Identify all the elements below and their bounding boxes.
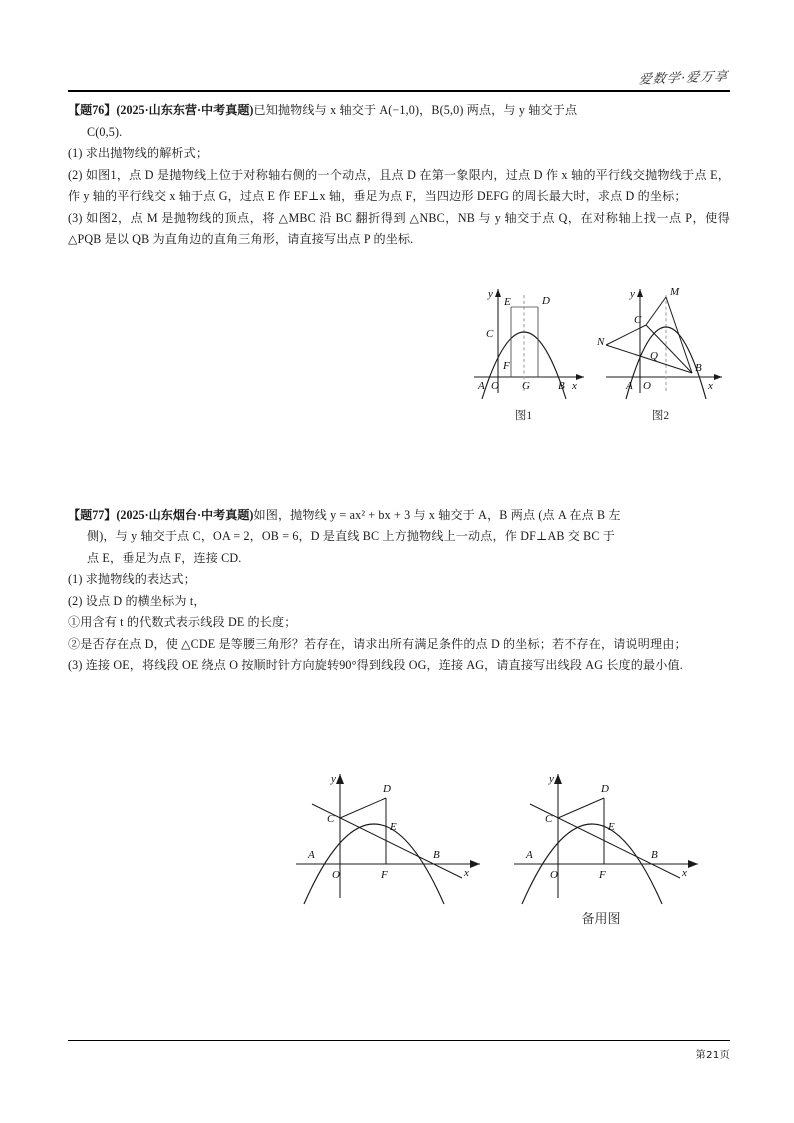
- q77-part-2a: ①用含有 t 的代数式表示线段 DE 的长度；: [68, 615, 297, 629]
- q76-fig1-label-F: F: [503, 360, 510, 372]
- q76-fig1-label-G: G: [522, 380, 530, 392]
- q77-stem-line-3: 点 E，垂足为点 F，连接 CD.: [87, 550, 242, 565]
- q77-fig1-label-E: E: [390, 821, 397, 833]
- q77-fig1-label-B: B: [433, 849, 440, 861]
- q76-fig1-label-B: B: [558, 380, 565, 392]
- q77-figure-2-graphic: [508, 766, 718, 906]
- q77-source: (2025·山东烟台·中考真题): [116, 507, 254, 522]
- q76-fig2-label-A: A: [626, 380, 633, 392]
- q77-fig1-label-F: F: [381, 869, 388, 881]
- q77-part-1: (1) 求抛物线的表达式；: [68, 572, 196, 586]
- q77-stem-line-2: 侧)，与 y 轴交于点 C，OA = 2，OB = 6，D 是直线 BC 上方抛物线上一动点，作 DF⊥AB 交 BC 于: [87, 529, 616, 543]
- q76-figure-row: [68, 283, 730, 433]
- q76-fig1-label-C: C: [486, 328, 494, 340]
- q76-figure-2-graphic: [596, 283, 741, 403]
- q77-fig2-label-x: x: [682, 867, 687, 879]
- q76-source: (2025·山东东营·中考真题): [116, 103, 254, 117]
- q76-fig2-label-B: B: [695, 362, 702, 374]
- q77-fig2-label-F: F: [599, 869, 606, 881]
- q77-fig1-label-y: y: [331, 773, 336, 785]
- q77-fig2-label-C: C: [545, 813, 553, 825]
- q77-tag: 【题77】: [68, 507, 117, 522]
- q76-fig2-label-M: M: [670, 286, 680, 298]
- q77-figure-2: [508, 766, 718, 941]
- page-header: [68, 58, 730, 92]
- q76-fig2-label-x: x: [708, 380, 713, 392]
- q77-part-2: (2) 设点 D 的横坐标为 t，: [68, 593, 206, 608]
- q76-figure-1: [466, 283, 601, 433]
- q76-part-1: (1) 求出抛物线的解析式；: [68, 146, 209, 160]
- q77-part-2b: ②是否存在点 D，使 △CDE 是等腰三角形？若存在，请求出所有满足条件的点 D 的坐标；若不存在，请说明理由；: [68, 636, 687, 651]
- q76-tag: 【题76】: [68, 103, 117, 117]
- q76-figure-2-caption: 图2: [651, 410, 670, 422]
- q77-fig1-label-x: x: [464, 867, 469, 879]
- header-divider-rule: [68, 90, 730, 92]
- q77-fig1-label-O: O: [332, 869, 340, 881]
- header-watermark: 爱数学·爱万享: [637, 69, 729, 88]
- q77-part-3: (3) 连接 OE，将线段 OE 绕点 O 按顺时针方向旋转90°得到线段 OG，连接 AG，请直接写出线段 AG 长度的最小值.: [68, 658, 683, 672]
- q76-fig1-label-O: O: [491, 380, 499, 392]
- problem-q76: [68, 100, 730, 251]
- q76-stem-text-1: 已知抛物线与 x 轴交于 A(−1,0)，B(5,0) 两点，与 y 轴交于点: [253, 103, 578, 117]
- q76-fig1-label-A: A: [478, 380, 485, 392]
- q76-fig2-label-y: y: [630, 288, 635, 300]
- q77-fig2-label-y: y: [549, 773, 554, 785]
- q77-fig2-label-O: O: [550, 869, 558, 881]
- q77-stem-text-1: 如图，抛物线 y = ax² + bx + 3 与 x 轴交于 A，B 两点 (点 A 在点 B 左: [253, 507, 621, 522]
- q76-fig2-label-O: O: [643, 380, 651, 392]
- q77-fig1-label-A: A: [308, 849, 315, 861]
- q76-fig2-label-N: N: [597, 336, 605, 348]
- footer-divider-rule: [68, 1040, 730, 1041]
- q77-fig1-label-D: D: [383, 783, 391, 795]
- q77-figure-row: [68, 766, 730, 941]
- q77-fig1-label-C: C: [327, 813, 335, 825]
- q76-figure-1-graphic: [466, 283, 601, 403]
- q76-fig1-label-y: y: [488, 288, 493, 300]
- q76-figure-2: [596, 283, 741, 433]
- q77-fig2-label-E: E: [608, 821, 615, 833]
- q76-part-2: (2) 如图1，点 D 是抛物线上位于对称轴右侧的一个动点，且点 D 在第一象限内，过点 D 作 x 轴的平行线交抛物线于点 E，作 y 轴的平行线交 x 轴于点 G，过点 E 作 EF⊥x 轴，垂足为点 F，当四边形 DEFG 的周长最大时，求点 D 的坐标；: [68, 167, 730, 203]
- q77-fig2-label-A: A: [526, 849, 533, 861]
- q77-stem-line-1: [68, 505, 730, 527]
- q77-fig2-label-B: B: [651, 849, 658, 861]
- q76-stem-line-2: C(0,5).: [87, 124, 123, 139]
- q77-figure-2-caption: 备用图: [581, 911, 621, 926]
- q77-figure-1: [290, 766, 500, 906]
- q76-part-3: (3) 如图2，点 M 是抛物线的顶点，将 △MBC 沿 BC 翻折得到 △NBC，NB 与 y 轴交于点 Q，在对称轴上找一点 P，使得 △PQB 是以 QB 为直角边的直角三角形，请直接写出点 P 的坐标.: [68, 210, 730, 246]
- q76-fig1-label-E: E: [504, 296, 511, 308]
- q76-fig1-label-x: x: [572, 380, 577, 392]
- q76-fig1-label-D: D: [542, 295, 550, 307]
- q76-fig2-label-C: C: [634, 314, 642, 326]
- problem-q77: [68, 505, 730, 677]
- q77-figure-1-graphic: [290, 766, 500, 906]
- footer-page-number: 第21页: [695, 1050, 730, 1061]
- q77-fig2-label-D: D: [601, 783, 609, 795]
- q76-figure-1-caption: 图1: [514, 410, 533, 422]
- q76-fig2-label-Q: Q: [650, 350, 658, 362]
- q76-stem-line-1: [68, 100, 730, 122]
